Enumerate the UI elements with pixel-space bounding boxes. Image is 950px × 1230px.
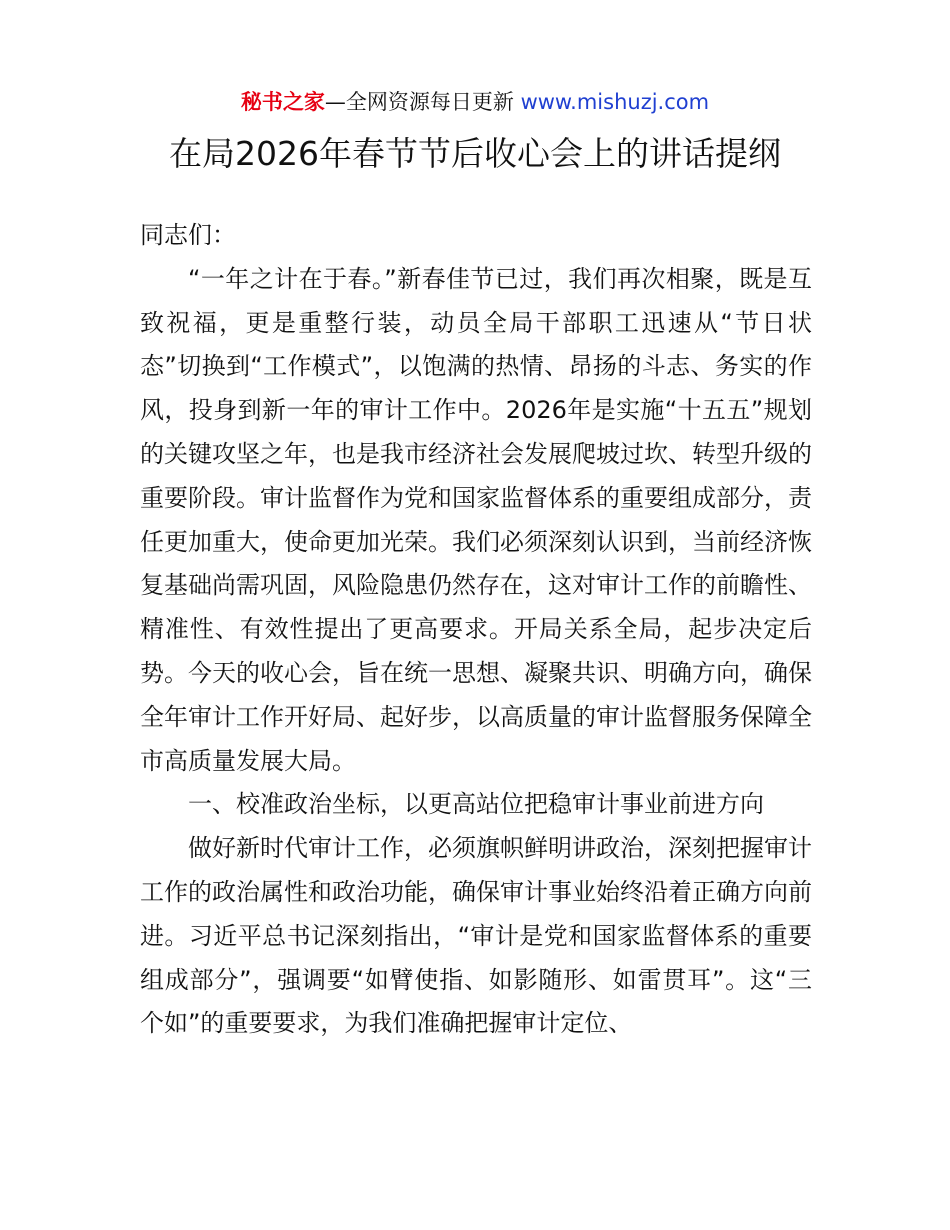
section-heading-1: 一、校准政治坐标，以更高站位把稳审计事业前进方向: [188, 790, 764, 819]
header-slogan: —全网资源每日更新: [324, 90, 521, 114]
brand-name: 秘书之家: [240, 90, 325, 114]
document-body: [140, 214, 812, 1046]
site-header: [0, 88, 950, 116]
paragraph-section-1: 做好新时代审计工作，必须旗帜鲜明讲政治，深刻把握审计工作的政治属性和政治功能，确保审计事业始终沿着正确方向前进。习近平总书记深刻指出，“审计是党和国家监督体系的重要组成部分”，强调要“如臂使指、如影随形、如雷贯耳”。这“三个如”的重要要求，为我们准确把握审计定位、: [140, 834, 812, 1038]
paragraph-intro: “一年之计在于春。”新春佳节已过，我们再次相聚，既是互致祝福，更是重整行装，动员全局干部职工迅速从“节日状态”切换到“工作模式”，以饱满的热情、昂扬的斗志、务实的作风，投身到新一年的审计工作中。2026年是实施“十五五”规划的关键攻坚之年，也是我市经济社会发展爬坡过坎、转型升级的重要阶段。审计监督作为党和国家监督体系的重要组成部分，责任更加重大，使命更加光荣。我们必须深刻认识到，当前经济恢复基础尚需巩固，风险隐患仍然存在，这对审计工作的前瞻性、精准性、有效性提出了更高要求。开局关系全局，起步决定后势。今天的收心会，旨在统一思想、凝聚共识、明确方向，确保全年审计工作开好局、起好步，以高质量的审计监督服务保障全市高质量发展大局。: [140, 264, 812, 775]
salutation: 同志们：: [140, 221, 236, 249]
document-title: 在局2026年春节节后收心会上的讲话提纲: [169, 134, 781, 173]
website-link[interactable]: www.mishuzj.com: [520, 90, 710, 114]
